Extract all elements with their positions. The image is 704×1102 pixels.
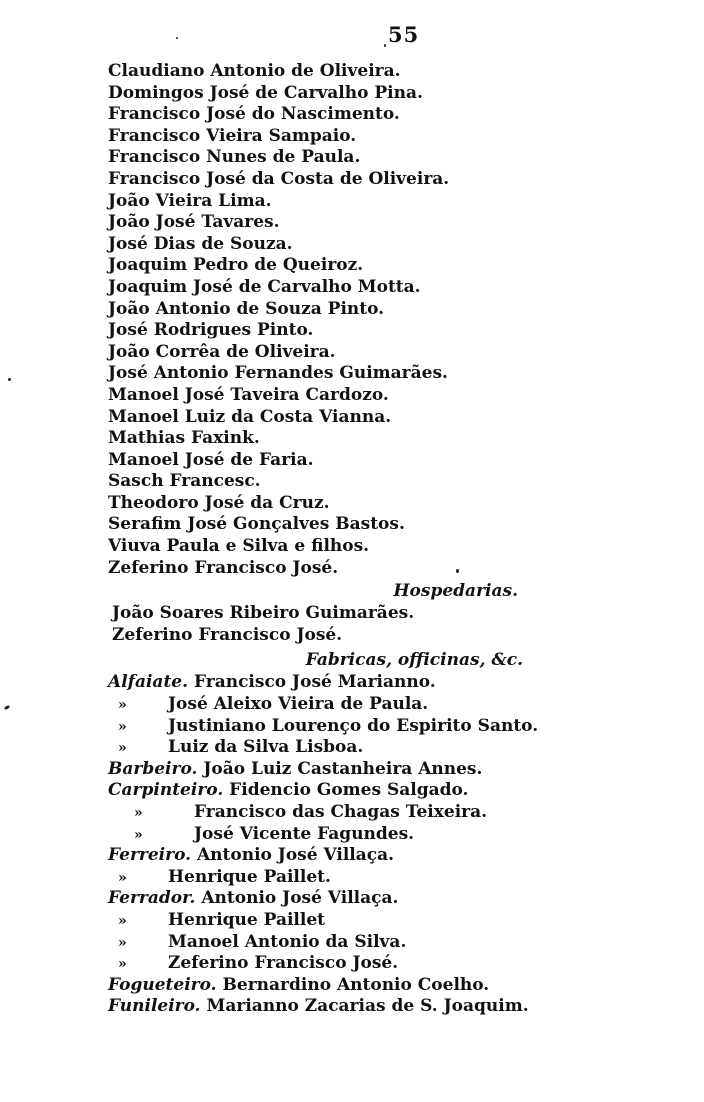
trade-entry	[108, 716, 668, 738]
hospedaria-entry: Zeferino Francisco José.	[112, 624, 343, 645]
hospedarias-list	[108, 603, 668, 646]
paper-speck	[4, 705, 11, 711]
name-entry: Manoel José de Faria.	[108, 449, 314, 470]
ditto-mark: »	[118, 740, 127, 757]
trade-entry	[108, 975, 668, 997]
indent	[108, 932, 118, 952]
trade-name: Justiniano Lourenço do Espirito Santo.	[168, 715, 539, 736]
indent	[108, 802, 134, 822]
trade-entry	[108, 802, 668, 824]
trade-name: Henrique Paillet.	[168, 866, 331, 887]
trade-entry	[108, 672, 668, 694]
hospedaria-entry: João Soares Ribeiro Guimarães.	[112, 603, 415, 624]
trade-entry	[108, 932, 668, 954]
name-entry: Theodoro José da Cruz.	[108, 492, 330, 513]
name-entry: Mathias Faxink.	[108, 428, 260, 449]
name-entry: Francisco José do Nascimento.	[108, 104, 400, 125]
trade-entry	[108, 824, 668, 846]
fabricas-heading: Fabricas, officinas, &c.	[305, 650, 523, 671]
name-entry: Manoel Luiz da Costa Vianna.	[108, 406, 392, 427]
indent	[108, 910, 118, 930]
trade-entry	[108, 867, 668, 889]
name-entry: João Corrêa de Oliveira.	[108, 341, 336, 362]
trade-entry	[108, 737, 668, 759]
name-entry: Serafim José Gonçalves Bastos.	[108, 514, 405, 535]
directory-entries	[108, 61, 668, 1018]
name-entry: Joaquim José de Carvalho Motta.	[108, 276, 421, 297]
trade-name: José Vicente Fagundes.	[194, 823, 415, 844]
name-entry: João Antonio de Souza Pinto.	[108, 298, 385, 319]
name-entry: Viuva Paula e Silva e filhos.	[108, 536, 370, 557]
trade-label: Ferrador.	[108, 888, 196, 909]
indent	[108, 867, 118, 887]
indent	[108, 953, 118, 973]
name-entry: José Rodrigues Pinto.	[108, 320, 314, 341]
hospedarias-heading: Hospedarias.	[393, 581, 518, 602]
paper-speck	[384, 44, 386, 47]
name-entry: Joaquim Pedro de Queiroz.	[108, 255, 364, 276]
name-entry: João José Tavares.	[108, 212, 280, 233]
name-entry: Manoel José Taveira Cardozo.	[108, 384, 389, 405]
trade-entry	[108, 845, 668, 867]
trade-name: José Aleixo Vieira de Paula.	[168, 694, 429, 715]
ditto-mark: »	[118, 718, 127, 735]
trade-entry	[108, 910, 668, 932]
name-entry: Domingos José de Carvalho Pina.	[108, 82, 423, 103]
indent	[108, 694, 118, 714]
ditto-mark: »	[118, 869, 127, 886]
ditto-mark: »	[118, 697, 127, 714]
name-entry: José Antonio Fernandes Guimarães.	[108, 363, 448, 384]
trade-entry	[108, 996, 668, 1018]
name-entry: Claudiano Antonio de Oliveira.	[108, 61, 401, 81]
name-entry: José Dias de Souza.	[108, 233, 293, 254]
trade-label: Fogueteiro.	[108, 974, 217, 995]
name-entry: Francisco José da Costa de Oliveira.	[108, 168, 450, 189]
name-entry: Francisco Vieira Sampaio.	[108, 125, 357, 146]
trade-entry	[108, 888, 668, 910]
trade-name: Fidencio Gomes Salgado.	[229, 780, 469, 801]
ditto-mark: »	[118, 956, 127, 973]
trade-name: Henrique Paillet	[168, 909, 326, 930]
trade-name: Antonio José Villaça.	[201, 888, 399, 909]
paper-speck	[176, 37, 178, 39]
indent	[108, 824, 134, 844]
ditto-mark: »	[134, 805, 143, 821]
trade-name: Manoel Antonio da Silva.	[168, 931, 407, 952]
trade-label: Barbeiro.	[108, 758, 198, 779]
indent	[108, 716, 118, 736]
fabricas-list	[108, 672, 668, 1018]
name-entry: Francisco Nunes de Paula.	[108, 147, 361, 168]
names-list	[108, 61, 668, 579]
trade-name: Bernardino Antonio Coelho.	[222, 974, 490, 995]
trade-entry	[108, 953, 668, 975]
ditto-mark: »	[118, 934, 127, 951]
trade-name: Marianno Zacarias de S. Joaquim.	[206, 996, 529, 1017]
trade-name: Francisco das Chagas Teixeira.	[194, 802, 488, 822]
trade-name: Antonio José Villaça.	[196, 845, 395, 866]
trade-entry	[108, 694, 668, 716]
ditto-mark: »	[134, 826, 143, 843]
paper-speck	[8, 378, 11, 381]
trade-name: Zeferino Francisco José.	[168, 953, 399, 974]
trade-entry	[108, 780, 668, 802]
trade-label: Carpinteiro.	[108, 780, 224, 801]
name-entry: João Vieira Lima.	[108, 190, 272, 211]
trade-name: Francisco José Marianno.	[193, 672, 436, 693]
trade-name: Luiz da Silva Lisboa.	[168, 737, 364, 758]
trade-label: Alfaiate.	[108, 672, 189, 693]
page-number: 55	[388, 22, 420, 47]
trade-entry	[108, 759, 668, 781]
trade-label: Funileiro.	[108, 996, 201, 1017]
name-entry: Zeferino Francisco José.	[108, 557, 339, 578]
name-entry: Sasch Francesc.	[108, 471, 261, 492]
paper-speck	[456, 569, 459, 573]
trade-label: Ferreiro.	[108, 845, 192, 866]
indent	[108, 737, 118, 757]
ditto-mark: »	[118, 912, 127, 929]
trade-name: João Luiz Castanheira Annes.	[203, 758, 483, 779]
